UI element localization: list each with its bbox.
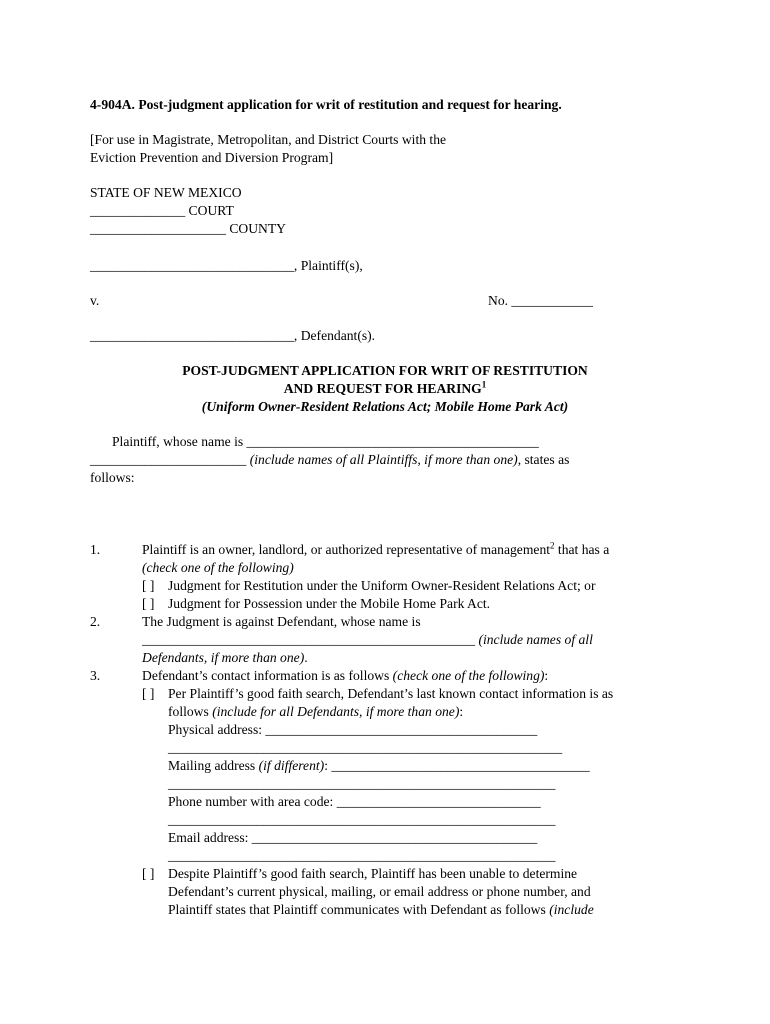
item-3-option-a-line-2 bbox=[168, 703, 463, 721]
county-line: ____________________ COUNTY bbox=[90, 221, 286, 236]
mailing-address-field bbox=[168, 757, 590, 775]
item-3-option-b-line-1 bbox=[142, 865, 577, 883]
item-1-option-b bbox=[142, 595, 490, 613]
item-3-option-b-line-3 bbox=[168, 901, 594, 919]
usage-note-line-1: [For use in Magistrate, Metropolitan, and District Courts with the bbox=[90, 132, 447, 147]
item-2-line-3 bbox=[142, 649, 308, 667]
state-caption: STATE OF NEW MEXICO bbox=[90, 185, 242, 200]
item-1-note: (check one of the following) bbox=[142, 560, 294, 575]
court-line: ______________ COURT bbox=[90, 203, 234, 218]
item-1-number: 1. bbox=[90, 542, 101, 557]
form-title-line-1: POST-JUDGMENT APPLICATION FOR WRIT OF RESTITUTION bbox=[182, 363, 588, 378]
case-number: No. ____________ bbox=[488, 293, 593, 308]
mailing-address-blank[interactable]: : ______________________________________ bbox=[324, 758, 590, 773]
option-b-text-3: Plaintiff states that Plaintiff communicates with Defendant as follows bbox=[168, 902, 550, 917]
defendant-line: ______________________________, Defendant(s). bbox=[90, 328, 376, 343]
intro-line-2 bbox=[90, 451, 569, 469]
email-address-field[interactable]: Email address: __________________________________________ bbox=[168, 830, 538, 845]
option-label: Judgment for Possession under the Mobile Home Park Act. bbox=[168, 596, 491, 611]
option-b-text: Despite Plaintiff’s good faith search, Plaintiff has been unable to determine bbox=[168, 866, 578, 881]
checkbox[interactable]: [ ] bbox=[142, 866, 155, 881]
rule-heading: 4-904A. Post-judgment application for writ of restitution and request for hearing. bbox=[90, 97, 562, 112]
option-a-text: Per Plaintiff’s good faith search, Defendant’s last known contact information is as bbox=[168, 686, 614, 701]
option-a-colon: : bbox=[459, 704, 464, 719]
email-address-continuation[interactable]: _________________________________________________________ bbox=[168, 848, 556, 863]
item-3-option-a-line-1 bbox=[142, 685, 613, 703]
checkbox[interactable]: [ ] bbox=[142, 686, 155, 701]
option-b-note: (include bbox=[549, 902, 594, 917]
form-subtitle: (Uniform Owner-Resident Relations Act; Mobile Home Park Act) bbox=[201, 399, 569, 414]
item-3-number: 3. bbox=[90, 668, 101, 683]
form-title-line-2-text: AND REQUEST FOR HEARING bbox=[283, 381, 482, 396]
phone-number-continuation[interactable]: _________________________________________________________ bbox=[168, 812, 556, 827]
checkbox[interactable]: [ ] bbox=[142, 578, 155, 593]
plaintiff-line: ______________________________, Plaintiff(s), bbox=[90, 258, 363, 273]
item-2-blank: _________________________________________________ bbox=[142, 632, 476, 647]
footnote-ref-1: 1 bbox=[481, 379, 487, 390]
form-title-line-2 bbox=[0, 380, 770, 398]
item-3-option-b-line-2: Defendant’s current physical, mailing, or email address or phone number, and bbox=[168, 884, 591, 899]
item-1-option-a bbox=[142, 577, 595, 595]
item-2-note-2: Defendants, if more than one) bbox=[142, 650, 305, 665]
item-1-text-tail: that has a bbox=[554, 542, 610, 557]
item-2-number: 2. bbox=[90, 614, 101, 629]
mailing-address-label: Mailing address bbox=[168, 758, 259, 773]
mailing-address-note: (if different) bbox=[258, 758, 325, 773]
phone-number-field[interactable]: Phone number with area code: ______________________________ bbox=[168, 794, 541, 809]
item-1-line-1 bbox=[142, 541, 609, 559]
intro-note: (include names of all Plaintiffs, if more than one) bbox=[249, 452, 518, 467]
item-3-line-1 bbox=[142, 667, 548, 685]
versus: v. bbox=[90, 293, 100, 308]
intro-blank: _______________________ bbox=[90, 452, 247, 467]
footnote-ref-2: 2 bbox=[550, 540, 555, 551]
item-3-tail: : bbox=[544, 668, 549, 683]
checkbox[interactable]: [ ] bbox=[142, 596, 155, 611]
option-label: Judgment for Restitution under the Uniform Owner-Resident Relations Act; or bbox=[168, 578, 596, 593]
mailing-address-continuation[interactable]: _________________________________________________________ bbox=[168, 776, 556, 791]
intro-line-3: follows: bbox=[90, 470, 135, 485]
intro-tail: , states as bbox=[517, 452, 570, 467]
item-2-line-2 bbox=[142, 631, 593, 649]
option-a-follows: follows bbox=[168, 704, 213, 719]
usage-note-line-2: Eviction Prevention and Diversion Program] bbox=[90, 150, 334, 165]
item-2-tail: . bbox=[304, 650, 308, 665]
item-1-text: Plaintiff is an owner, landlord, or authorized representative of management bbox=[142, 542, 551, 557]
item-2-note: (include names of all bbox=[478, 632, 593, 647]
item-3-note: (check one of the following) bbox=[392, 668, 545, 683]
physical-address-continuation[interactable]: __________________________________________________________ bbox=[168, 740, 563, 755]
intro-line-1: Plaintiff, whose name is ___________________________________________ bbox=[112, 434, 539, 449]
item-3-text: Defendant’s contact information is as follows bbox=[142, 668, 393, 683]
option-a-note: (include for all Defendants, if more than one) bbox=[212, 704, 460, 719]
physical-address-field[interactable]: Physical address: ________________________________________ bbox=[168, 722, 538, 737]
item-2-line-1: The Judgment is against Defendant, whose name is bbox=[142, 614, 421, 629]
